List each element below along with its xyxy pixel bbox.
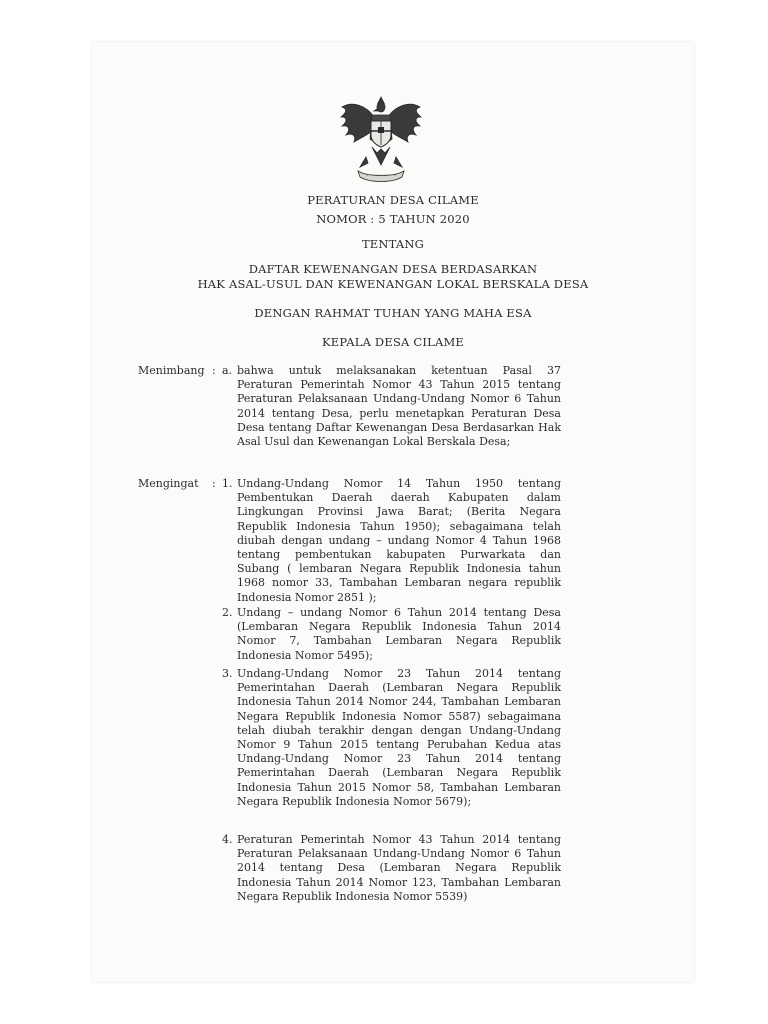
regulation-title: PERATURAN DESA CILAME bbox=[307, 193, 479, 207]
subject-line-1: DAFTAR KEWENANGAN DESA BERDASARKAN bbox=[248, 262, 538, 276]
mengingat-item-1-text: Undang-Undang Nomor 14 Tahun 1950 tentang Pembentukan Daerah daerah Kabupaten dalam Lingkungan Provinsi Jawa Barat; (Berita Negara Republik Indonesia Tahun 1950); sebagaimana telah diubah dengan undang – undang Nomor 4 Tahun 1968 tentang pembentukan kabupaten Purwarkata dan Subang ( lembaran Negara Republik Indonesia tahun 1968 nomor 33, Tambahan Lembaran negara republik Indonesia Nomor 2851 ); bbox=[237, 477, 561, 604]
issuer-heading: KEPALA DESA CILAME bbox=[321, 335, 465, 349]
mengingat-colon: : bbox=[212, 477, 216, 490]
mengingat-item-3-marker: 3. bbox=[222, 667, 233, 680]
menimbang-colon: : bbox=[212, 364, 216, 377]
regulation-number: NOMOR : 5 TAHUN 2020 bbox=[316, 212, 470, 226]
mengingat-item-2-text: Undang – undang Nomor 6 Tahun 2014 tentang Desa (Lembaran Negara Republik Indonesia Tahun 2014 Nomor 7, Tambahan Lembaran Negara Republik Indonesia Nomor 5495); bbox=[237, 606, 561, 662]
subject-line-2: HAK ASAL-USUL DAN KEWENANGAN LOKAL BERSKALA DESA bbox=[197, 277, 589, 291]
garuda-emblem-icon bbox=[338, 95, 424, 187]
menimbang-item-text: bahwa untuk melaksanakan ketentuan Pasal 37 Peraturan Pemerintah Nomor 43 Tahun 2015 tentang Peraturan Pelaksanaan Undang-Undang Nomor 6 Tahun 2014 tentang Desa, perlu menetapkan Peraturan Desa Desa tentang Daftar Kewenangan Desa Berdasarkan Hak Asal Usul dan Kewenangan Lokal Berskala Desa; bbox=[237, 364, 561, 449]
mengingat-item-3-text: Undang-Undang Nomor 23 Tahun 2014 tentang Pemerintahan Daerah (Lembaran Negara Republik Indonesia Tahun 2014 Nomor 244, Tambahan Lembaran Negara Republik Indonesia Nomor 5587) sebagaimana telah diubah terakhir dengan dengan Undang-Undang Nomor 9 Tahun 2015 tentang Perubahan Kedua atas Undang-Undang Nomor 23 Tahun 2014 tentang Pemerintahan Daerah (Lembaran Negara Republik Indonesia Tahun 2015 Nomor 58, Tambahan Lembaran Negara Republik Indonesia Nomor 5679); bbox=[237, 667, 561, 808]
mengingat-label: Mengingat bbox=[138, 477, 199, 490]
mengingat-item-2-marker: 2. bbox=[222, 606, 233, 619]
mengingat-item-4-marker: 4. bbox=[222, 833, 233, 846]
mengingat-item-1-marker: 1. bbox=[222, 477, 233, 490]
mengingat-item-4-text: Peraturan Pemerintah Nomor 43 Tahun 2014 tentang Peraturan Pelaksanaan Undang-Undang Nomor 6 Tahun 2014 tentang Desa (Lembaran Negara Republik Indonesia Tahun 2014 Nomor 123, Tambahan Lembaran Negara Republik Indonesia Nomor 5539) bbox=[237, 833, 561, 903]
blessing-line: DENGAN RAHMAT TUHAN YANG MAHA ESA bbox=[254, 306, 532, 320]
tentang-heading: TENTANG bbox=[361, 237, 425, 251]
menimbang-item-marker: a. bbox=[222, 364, 233, 377]
menimbang-label: Menimbang bbox=[138, 364, 205, 377]
